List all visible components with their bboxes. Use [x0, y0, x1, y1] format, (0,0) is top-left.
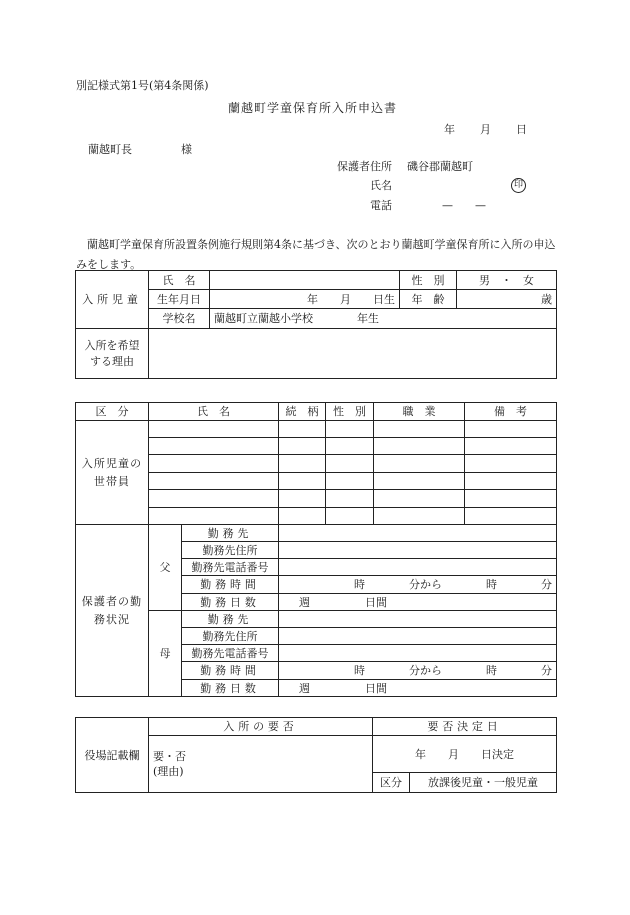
member-notes-cell[interactable]	[465, 421, 557, 438]
member-name-cell[interactable]	[149, 490, 279, 508]
member-job-cell[interactable]	[374, 455, 465, 473]
approval-reason: (理由)	[153, 765, 184, 778]
header-relation: 続 柄	[279, 403, 326, 421]
employment-row-value[interactable]	[279, 645, 557, 662]
child-sex-options[interactable]: 男 ・ 女	[457, 271, 557, 290]
table-row	[76, 490, 557, 508]
member-name-cell[interactable]	[149, 421, 279, 438]
date-day: 日	[516, 123, 527, 136]
member-sex-cell[interactable]	[326, 473, 374, 490]
seal-icon: 印	[511, 178, 526, 193]
employment-row-value[interactable]	[279, 525, 557, 542]
member-job-cell[interactable]	[374, 473, 465, 490]
member-job-cell[interactable]	[374, 438, 465, 455]
member-sex-cell[interactable]	[326, 508, 374, 525]
table-row	[76, 508, 557, 525]
child-school-label: 学校名	[149, 309, 210, 329]
member-notes-cell[interactable]	[465, 490, 557, 508]
table-row	[76, 421, 557, 438]
child-dob-field[interactable]: 年 月 日生	[210, 290, 400, 309]
member-relation-cell[interactable]	[279, 473, 326, 490]
member-name-cell[interactable]	[149, 473, 279, 490]
employment-row-label: 勤務先住所	[182, 542, 279, 559]
employment-row-label: 勤務日数	[182, 680, 279, 697]
child-table	[75, 270, 557, 379]
addressee-honorific: 様	[181, 143, 192, 156]
employment-row-label: 勤務時間	[182, 662, 279, 680]
date-month: 月	[480, 123, 491, 136]
employment-section-label: 保護者の勤務状況	[76, 525, 149, 697]
approval-value: 要・否	[153, 750, 186, 763]
decision-header: 要否決定日	[373, 718, 557, 736]
employment-row-label: 勤務先電話番号	[182, 559, 279, 576]
member-sex-cell[interactable]	[326, 421, 374, 438]
employment-row-label: 勤務先住所	[182, 628, 279, 645]
member-relation-cell[interactable]	[279, 421, 326, 438]
employment-row-value[interactable]	[279, 542, 557, 559]
employment-row-label: 勤務日数	[182, 594, 279, 611]
member-sex-cell[interactable]	[326, 490, 374, 508]
table-row	[76, 438, 557, 455]
category-label: 区分	[373, 773, 410, 793]
child-name-label: 氏 名	[149, 271, 210, 290]
child-age-field[interactable]: 歳	[457, 290, 557, 309]
member-notes-cell[interactable]	[465, 508, 557, 525]
mother-label: 母	[149, 611, 182, 697]
office-section-label: 役場記載欄	[76, 718, 149, 793]
child-dob-label: 生年月日	[149, 290, 210, 309]
member-sex-cell[interactable]	[326, 438, 374, 455]
member-job-cell[interactable]	[374, 508, 465, 525]
child-section-label: 入所児童	[76, 271, 149, 329]
member-relation-cell[interactable]	[279, 455, 326, 473]
addressee: 蘭越町長	[88, 143, 132, 156]
guardian-address-label: 保護者住所	[337, 160, 392, 173]
member-relation-cell[interactable]	[279, 508, 326, 525]
intro-text: 蘭越町学童保育所設置条例施行規則第4条に基づき、次のとおり蘭越町学童保育所に入所の申込みをします。	[76, 238, 556, 271]
header-sex: 性 別	[326, 403, 374, 421]
employment-row-value[interactable]: 週 日間	[279, 680, 557, 697]
employment-row-label: 勤務先	[182, 611, 279, 628]
category-value[interactable]: 放課後児童・一般児童	[410, 773, 557, 793]
reason-field[interactable]	[149, 329, 557, 379]
father-label: 父	[149, 525, 182, 611]
member-notes-cell[interactable]	[465, 455, 557, 473]
member-name-cell[interactable]	[149, 508, 279, 525]
guardian-name-label: 氏名	[370, 179, 392, 192]
office-table	[75, 717, 557, 793]
employment-row-value[interactable]: 週 日間	[279, 594, 557, 611]
table-row	[76, 473, 557, 490]
employment-row-label: 勤務時間	[182, 576, 279, 594]
member-relation-cell[interactable]	[279, 490, 326, 508]
household-table	[75, 402, 557, 697]
member-sex-cell[interactable]	[326, 455, 374, 473]
member-name-cell[interactable]	[149, 455, 279, 473]
decision-date[interactable]: 年 月 日決定	[373, 736, 557, 773]
child-name-field[interactable]	[210, 271, 400, 290]
reason-label: 入所を希望する理由	[76, 329, 149, 379]
employment-row-label: 勤務先	[182, 525, 279, 542]
guardian-phone-dashes[interactable]: — —	[442, 199, 486, 212]
form-number: 別記様式第1号(第4条関係)	[76, 79, 209, 92]
employment-row-value[interactable]: 時 分から 時 分	[279, 576, 557, 594]
member-name-cell[interactable]	[149, 438, 279, 455]
child-age-label: 年 齢	[400, 290, 457, 309]
child-sex-label: 性 別	[400, 271, 457, 290]
member-job-cell[interactable]	[374, 490, 465, 508]
header-job: 職 業	[374, 403, 465, 421]
employment-row-value[interactable]: 時 分から 時 分	[279, 662, 557, 680]
member-notes-cell[interactable]	[465, 438, 557, 455]
member-job-cell[interactable]	[374, 421, 465, 438]
member-relation-cell[interactable]	[279, 438, 326, 455]
form-title: 蘭越町学童保育所入所申込書	[228, 101, 398, 115]
member-notes-cell[interactable]	[465, 473, 557, 490]
approval-cell[interactable]	[149, 736, 373, 793]
table-row	[76, 455, 557, 473]
household-section-label: 入所児童の世帯員	[76, 421, 149, 525]
guardian-phone-label: 電話	[370, 199, 392, 212]
guardian-address-value[interactable]: 磯谷郡蘭越町	[407, 160, 473, 173]
employment-row-value[interactable]	[279, 611, 557, 628]
employment-row-value[interactable]	[279, 559, 557, 576]
child-school-field[interactable]: 蘭越町立蘭越小学校 年生	[210, 309, 557, 329]
header-notes: 備 考	[465, 403, 557, 421]
approval-header: 入所の要否	[149, 718, 373, 736]
header-name: 氏 名	[149, 403, 279, 421]
date-year: 年	[444, 123, 455, 136]
header-category: 区 分	[76, 403, 149, 421]
employment-row-value[interactable]	[279, 628, 557, 645]
employment-row-label: 勤務先電話番号	[182, 645, 279, 662]
